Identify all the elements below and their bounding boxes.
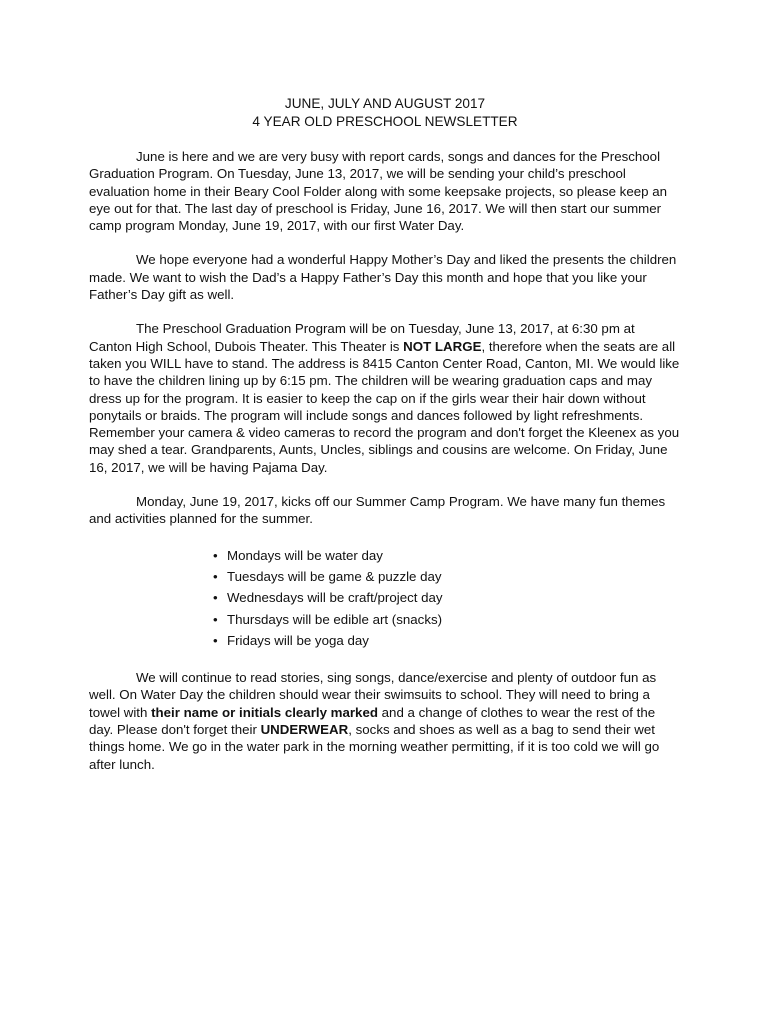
newsletter-header xyxy=(89,95,681,131)
graduation-text-b: , therefore when the seats are all taken you WILL have to stand. The address is 8415 Canton Center Road, Canton, MI. We would like to have the children lining up by 6:15 pm. The children will be wearing graduation caps and may dress up for the program. It is easier to keep the cap on if the girls wear their hair down without ponytails or braids. The program will include songs and dances followed by light refreshments. Remember your camera & video cameras to record the program and don't forget the Kleenex as you may shed a tear. Grandparents, Aunts, Uncles, siblings and cousins are welcome. On Friday, June 16, 2017, we will be having Pajama Day. xyxy=(89,338,680,475)
bullet-icon: • xyxy=(213,547,218,563)
paragraph-graduation-program xyxy=(89,320,681,476)
underwear-emphasis: UNDERWEAR xyxy=(260,722,349,738)
water-day-text-c: , socks and shoes as well as a bag to send their wet things home. We go in the water park in the morning weather permitting, if it is too cold we will go after lunch. xyxy=(89,722,660,772)
not-large-emphasis: NOT LARGE xyxy=(403,338,482,354)
list-item xyxy=(213,587,681,608)
paragraph-summer-camp: Monday, June 19, 2017, kicks off our Summer Camp Program. We have many fun themes and activities planned for the summer. xyxy=(89,494,666,527)
list-item-text: Wednesdays will be craft/project day xyxy=(227,590,443,606)
water-day-text-b: and a change of clothes to wear the rest of the day. Please don't forget their xyxy=(89,704,656,738)
bullet-icon: • xyxy=(213,568,218,584)
bullet-icon: • xyxy=(213,611,218,627)
list-item xyxy=(213,630,681,651)
summer-themes-list xyxy=(89,545,681,651)
graduation-text-a: The Preschool Graduation Program will be on Tuesday, June 13, 2017, at 6:30 pm at Canton High School, Dubois Theater. This Theater is xyxy=(89,321,635,354)
paragraph-june-intro: June is here and we are very busy with report cards, songs and dances for the Preschool Graduation Program. On Tuesday, June 13, 2017, we will be sending your child’s preschool evaluation home in their Beary Cool Folder along with some keepsake projects, so please keep an eye out for that. The last day of preschool is Friday, June 16, 2017. We will then start our summer camp program Monday, June 19, 2017, with our first Water Day. xyxy=(89,149,668,234)
newsletter-page xyxy=(89,95,681,790)
list-item xyxy=(213,545,681,566)
water-day-text-a: We will continue to read stories, sing songs, dance/exercise and plenty of outdoor fun as well. On Water Day the children should wear their swimsuits to school. They will need to bring a towel with xyxy=(89,670,657,720)
header-newsletter-title: 4 YEAR OLD PRESCHOOL NEWSLETTER xyxy=(252,114,518,129)
list-item xyxy=(213,609,681,630)
header-date-range: JUNE, JULY AND AUGUST 2017 xyxy=(284,96,486,111)
list-item-text: Fridays will be yoga day xyxy=(227,632,369,648)
list-item-text: Thursdays will be edible art (snacks) xyxy=(227,611,443,627)
name-marked-emphasis: their name or initials clearly marked xyxy=(151,704,378,720)
bullet-icon: • xyxy=(213,590,218,606)
list-item-text: Mondays will be water day xyxy=(227,547,383,563)
bullet-icon: • xyxy=(213,632,218,648)
paragraph-water-day xyxy=(89,669,681,773)
list-item xyxy=(213,566,681,587)
list-item-text: Tuesdays will be game & puzzle day xyxy=(227,568,442,584)
paragraph-mothers-fathers-day: We hope everyone had a wonderful Happy Mother’s Day and liked the presents the children made. We want to wish the Dad’s a Happy Father’s Day this month and hope that you like your Father’s Day gift as well. xyxy=(89,252,677,303)
